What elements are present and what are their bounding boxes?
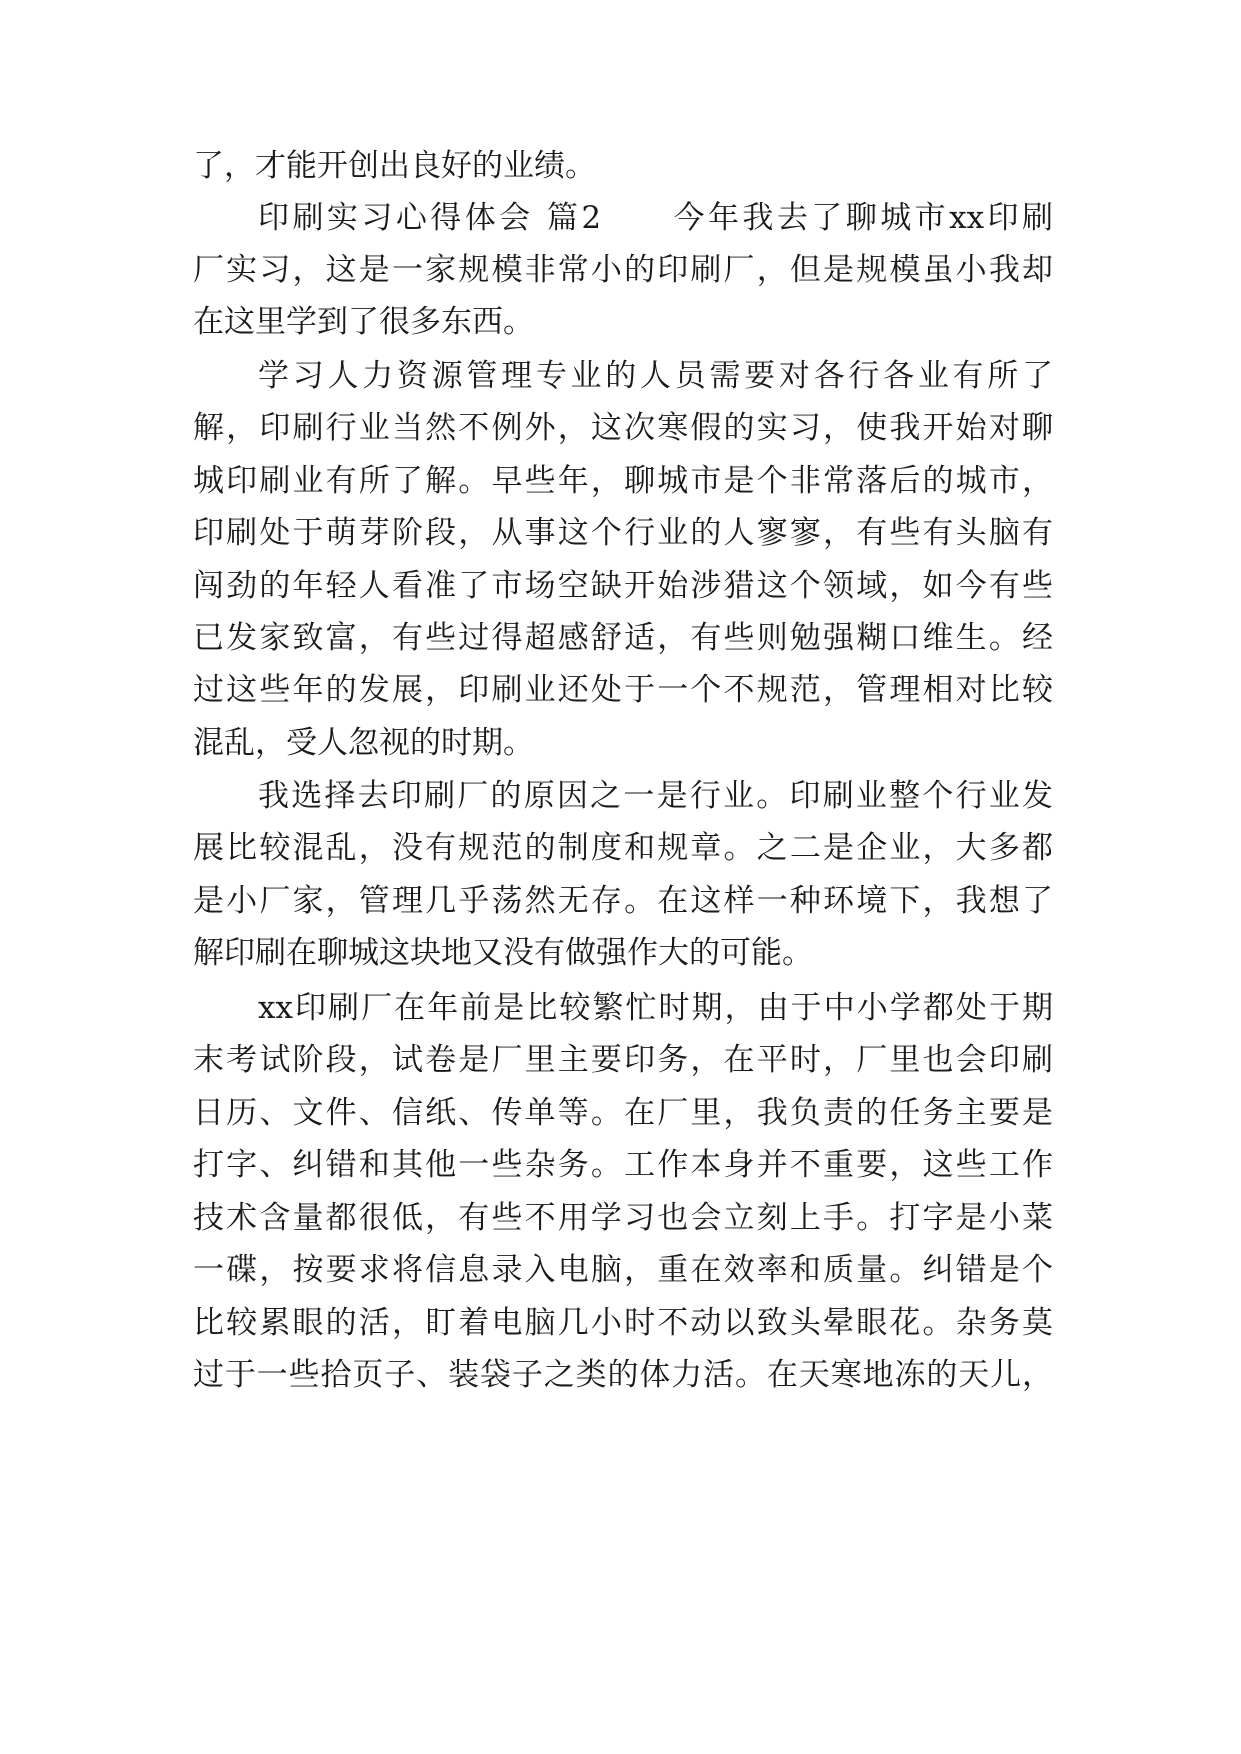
text-line: 学习人力资源管理专业的人员需要对各行各业有所了	[258, 358, 1053, 394]
text-line: 是小厂家，管理几乎荡然无存。在这样一种环境下，我想了	[193, 883, 1053, 919]
text-line: 厂实习，这是一家规模非常小的印刷厂，但是规模虽小我却	[193, 252, 1053, 288]
text-line: 比较累眼的活，盯着电脑几小时不动以致头晕眼花。杂务莫	[193, 1305, 1053, 1341]
text-line: 在这里学到了很多东西。	[193, 304, 534, 340]
text-line: 一碟，按要求将信息录入电脑，重在效率和质量。纠错是个	[193, 1252, 1053, 1288]
text-line: 城印刷业有所了解。早些年，聊城市是个非常落后的城市，	[193, 463, 1053, 499]
text-line: 展比较混乱，没有规范的制度和规章。之二是企业，大多都	[193, 830, 1053, 866]
text-line: 打字、纠错和其他一些杂务。工作本身并不重要，这些工作	[193, 1147, 1053, 1183]
text-line: 了，才能开创出良好的业绩。	[193, 148, 596, 184]
text-line: 日历、文件、信纸、传单等。在厂里，我负责的任务主要是	[193, 1095, 1053, 1131]
text-line: 过这些年的发展，印刷业还处于一个不规范，管理相对比较	[193, 672, 1053, 708]
text-line: 解印刷在聊城这块地又没有做强作大的可能。	[193, 935, 813, 971]
text-line: 技术含量都很低，有些不用学习也会立刻上手。打字是小菜	[193, 1200, 1053, 1236]
text-line: 闯劲的年轻人看准了市场空缺开始涉猎这个领域，如今有些	[193, 568, 1053, 604]
text-line: 印刷实习心得体会 篇2 今年我去了聊城市xx印刷	[258, 200, 1053, 236]
text-line: 混乱，受人忽视的时期。	[193, 725, 534, 761]
text-line: 印刷处于萌芽阶段，从事这个行业的人寥寥，有些有头脑有	[193, 515, 1053, 551]
text-line: 已发家致富，有些过得超感舒适，有些则勉强糊口维生。经	[193, 620, 1053, 656]
text-line: 我选择去印刷厂的原因之一是行业。印刷业整个行业发	[258, 778, 1053, 814]
text-line: xx印刷厂在年前是比较繁忙时期，由于中小学都处于期	[258, 990, 1053, 1026]
text-line: 末考试阶段，试卷是厂里主要印务，在平时，厂里也会印刷	[193, 1042, 1053, 1078]
text-line: 解，印刷行业当然不例外，这次寒假的实习，使我开始对聊	[193, 410, 1053, 446]
text-line: 过于一些拾页子、装袋子之类的体力活。在天寒地冻的天儿，	[193, 1357, 1053, 1393]
